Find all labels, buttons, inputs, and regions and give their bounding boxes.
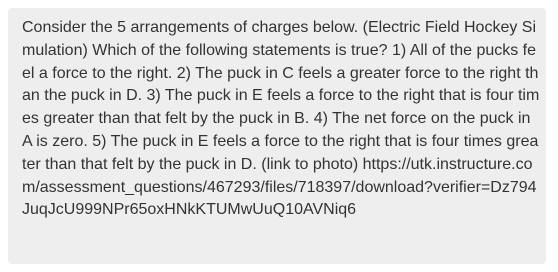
question-text: Consider the 5 arrangements of charges below. (Electric Field Hockey Simulation) Which of the following statements is true? 1) All of the pucks feel a force to the right. 2) The puck in C feels a greater force to the right than the puck in D. 3) The puck in E feels a force to the right that is four times greater than that felt by the puck in B. 4) The net force on the puck in A is zero. 5) The puck in E feels a force to the right that is four times greater than that felt by the puck in D. (link to photo) https://utk.instructure.com/assessment_questions/467293/files/718397/download?verifier=Dz794JuqJcU999NPr65oxHNkKTUMwUuQ10AVNiq6 [22,19,540,219]
question-card [8,8,546,264]
